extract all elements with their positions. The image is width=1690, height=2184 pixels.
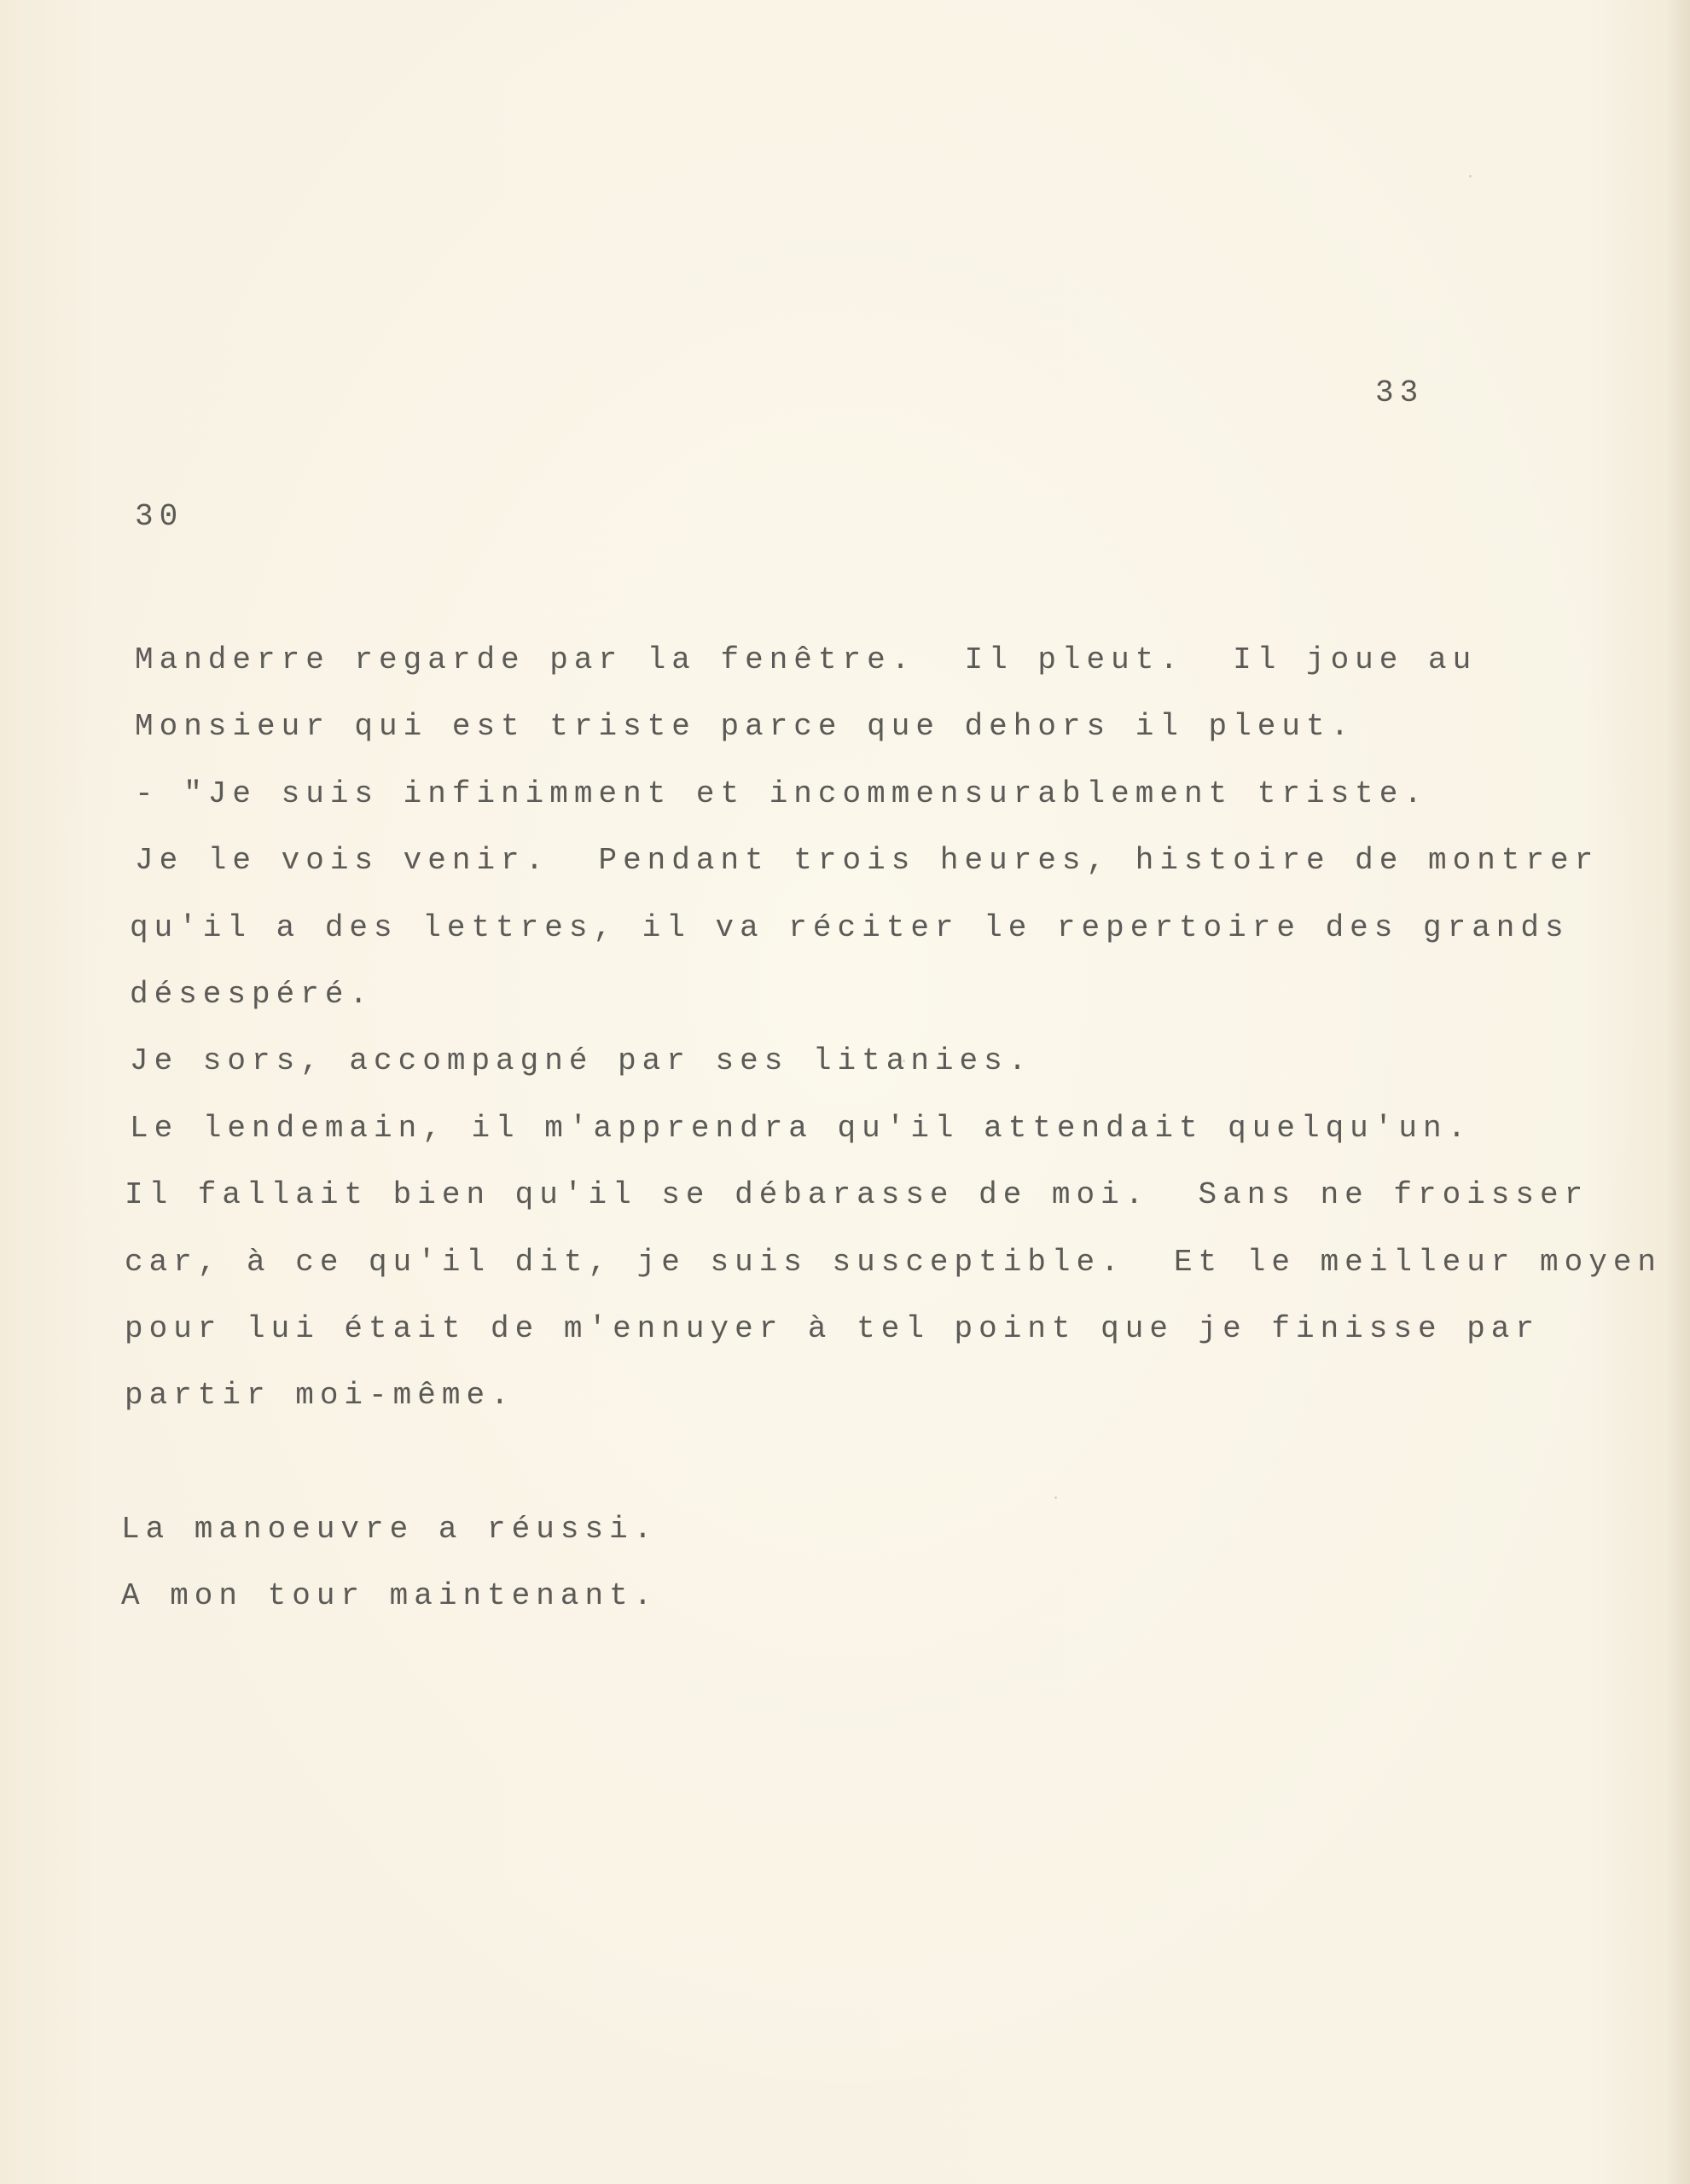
- paper-edge-shadow: [1666, 0, 1690, 2184]
- text-line: désespéré.: [130, 976, 375, 1012]
- text-line: partir moi-même.: [125, 1378, 515, 1414]
- body-text: [121, 627, 1663, 1630]
- paragraph-gap: [121, 1430, 1452, 1496]
- section-number: 30: [135, 499, 184, 534]
- page-number: 33: [1375, 375, 1425, 410]
- text-line: qu'il a des lettres, il va réciter le repertoire des grands: [130, 909, 1570, 945]
- text-line: A mon tour maintenant.: [121, 1578, 659, 1614]
- text-line: La manoeuvre a réussi.: [121, 1512, 659, 1548]
- text-line: Il fallait bien qu'il se débarasse de moi. Sans ne froisser: [125, 1177, 1589, 1213]
- paper-speck: [1469, 175, 1472, 177]
- text-line: Je le vois venir. Pendant trois heures, histoire de montrer: [135, 843, 1600, 879]
- text-line: Manderre regarde par la fenêtre. Il pleut. Il joue au: [135, 642, 1478, 677]
- text-line: pour lui était de m'ennuyer à tel point que je finisse par: [125, 1310, 1541, 1346]
- paragraph-1: [121, 627, 1663, 1430]
- text-line: Je sors, accompagné par ses litanies.: [130, 1043, 1033, 1079]
- text-line: Le lendemain, il m'apprendra qu'il attendait quelqu'un.: [130, 1110, 1472, 1146]
- paragraph-2: [121, 1496, 1452, 1630]
- text-line: car, à ce qu'il dit, je suis susceptible. Et le meilleur moyen: [125, 1244, 1663, 1280]
- text-line: Monsieur qui est triste parce que dehors il pleut.: [135, 709, 1356, 745]
- text-line: - "Je suis infinimment et incommensurablement triste.: [135, 775, 1428, 811]
